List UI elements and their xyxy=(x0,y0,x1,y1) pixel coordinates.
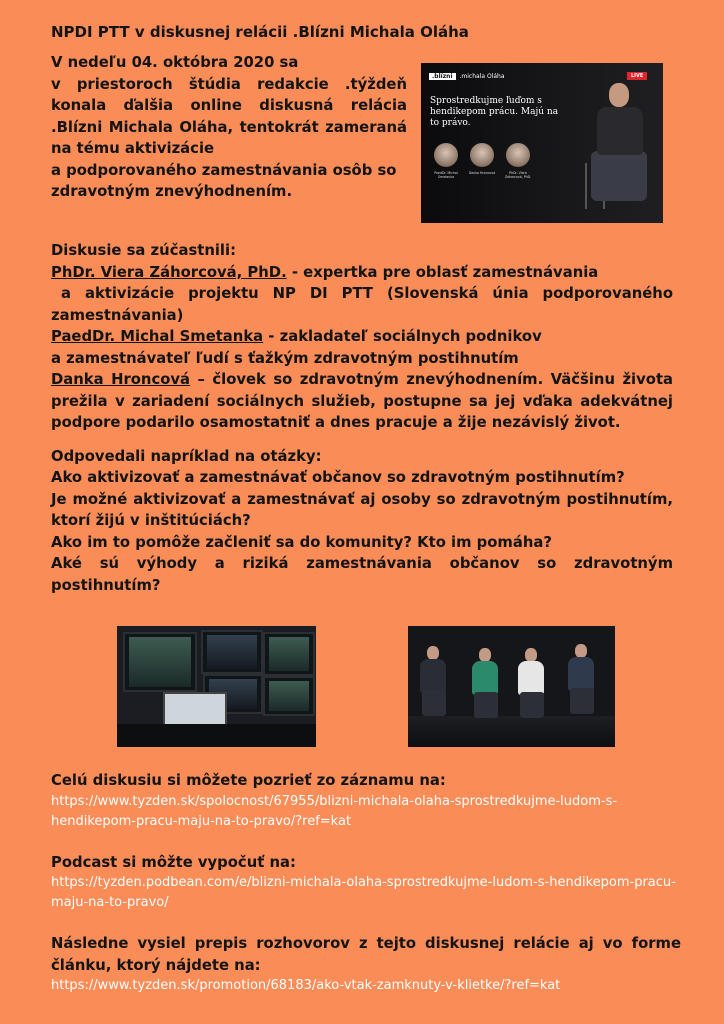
recording-label: Celú diskusiu si môžete pozrieť zo záznamu na: xyxy=(51,772,446,789)
video-headline: Sprostredkujme ľuďom s hendikepom prácu. Majú na to právo. xyxy=(430,96,559,128)
monitor-screen xyxy=(129,637,191,687)
intro-tail: a podporovaného zamestnávania osôb so zdravotným znevýhodnením. xyxy=(51,161,397,200)
studio-guests-photo xyxy=(408,626,615,747)
person-body xyxy=(472,661,498,695)
avatar xyxy=(470,143,494,167)
participants-heading: Diskusie sa zúčastnili: xyxy=(51,242,236,259)
person-body xyxy=(420,659,446,693)
person-legs xyxy=(422,690,446,716)
participant-item xyxy=(51,326,673,369)
studio-control-photo xyxy=(117,626,316,747)
person-head xyxy=(525,648,537,662)
person-legs xyxy=(474,692,498,718)
live-badge: LIVE xyxy=(627,72,647,80)
monitor xyxy=(263,632,315,676)
person-body xyxy=(518,661,544,695)
guest-figure xyxy=(518,648,548,718)
participant-role: – človek so zdravotným znevýhodnením. Väčšinu života prežila v zariadení sociálnych služieb, postupne sa jej vďaka adekvátnej podpore podarilo osamostatniť a dnes pracuje a žije nezávislý život. xyxy=(51,371,674,431)
guest-figure xyxy=(472,648,502,718)
podcast-link[interactable]: https://tyzden.podbean.com/e/blizni-michala-olaha-sprostredkujme-ludom-s-hendikepom-pracu-maju-na-to-pravo/ xyxy=(51,875,676,910)
monitor-screen xyxy=(269,681,309,711)
guest-avatar xyxy=(431,143,461,179)
person-head xyxy=(575,644,587,658)
question-item: Je možné aktivizovať a zamestnávať aj osoby so zdravotným postihnutím, ktorí žijú v inštitúciách? xyxy=(51,490,673,529)
monitor xyxy=(201,630,263,674)
questions-heading: Odpovedali napríklad na otázky: xyxy=(51,447,322,465)
guest-figure xyxy=(568,644,598,718)
guest-name: Danka Hroncová xyxy=(468,171,496,175)
participant-role: - expertka pre oblasť zamestnávania xyxy=(286,263,599,281)
guest-list xyxy=(431,143,551,193)
host-legs xyxy=(591,151,647,201)
brand-logo xyxy=(429,73,505,80)
person-legs xyxy=(570,688,594,714)
participant-role: - zakladateľ sociálnych podnikov xyxy=(263,328,542,345)
guest-name: PhDr. Viera Záhorcová, PhD. xyxy=(504,171,532,179)
guest-avatar xyxy=(467,143,497,175)
studio-floor xyxy=(408,716,615,747)
brand-name: .michala Oláha xyxy=(459,73,505,80)
participant-item xyxy=(51,369,673,434)
brand-tag: .blízni xyxy=(429,73,456,80)
monitor xyxy=(123,632,197,692)
podcast-label: Podcast si môžte vypočuť na: xyxy=(51,853,296,871)
questions-section xyxy=(51,446,673,597)
person-body xyxy=(568,657,594,691)
article-label: Následne vysiel prepis rozhovorov z tejto diskusnej relácie aj vo forme článku, ktorý nájdete na: xyxy=(51,935,681,974)
participant-name[interactable]: PhDr. Viera Záhorcová, PhD. xyxy=(51,263,287,281)
spacer xyxy=(51,913,681,933)
question-item: Aké sú výhody a riziká zamestnávania občanov so zdravotným postihnutím? xyxy=(51,555,673,594)
person-legs xyxy=(520,692,544,718)
desk xyxy=(117,724,316,747)
monitor-screen xyxy=(269,637,309,671)
question-item: Ako aktivizovať a zamestnávať občanov so zdravotným postihnutím? xyxy=(51,469,625,486)
video-thumbnail[interactable] xyxy=(421,63,663,223)
links-section xyxy=(51,770,681,996)
page-title: NPDI PTT v diskusnej relácii .Blízni Michala Oláha xyxy=(51,23,469,41)
participant-role-cont: a zamestnávateľ ľudí s ťažkým zdravotným postihnutím xyxy=(51,349,519,367)
participant-name[interactable]: PaedDr. Michal Smetanka xyxy=(51,328,264,345)
intro-date-line: V nedeľu 04. októbra 2020 sa xyxy=(51,54,299,71)
article-link[interactable]: https://www.tyzden.sk/promotion/68183/ako-vtak-zamknuty-v-klietke/?ref=kat xyxy=(51,978,561,993)
avatar xyxy=(434,143,458,167)
participant-role-cont: a aktivizácie projektu NP DI PTT (Slovenská únia podporovaného zamestnávania) xyxy=(51,285,673,324)
spacer xyxy=(51,832,681,852)
host-torso xyxy=(597,107,643,155)
host-figure xyxy=(591,75,651,215)
recording-link[interactable]: https://www.tyzden.sk/spolocnost/67955/blizni-michala-olaha-sprostredkujme-ludom-s-hendikepom-pracu-maju-na-to-pravo/?ref=kat xyxy=(51,793,618,829)
monitor xyxy=(263,676,315,716)
host-head xyxy=(609,83,629,107)
person-head xyxy=(479,648,491,662)
participant-name[interactable]: Danka Hroncová xyxy=(51,371,191,388)
guest-avatar xyxy=(503,143,533,179)
participant-item xyxy=(51,262,673,327)
guest-figure xyxy=(420,646,450,716)
question-item: Ako im to pomôže začleniť sa do komunity? Kto im pomáha? xyxy=(51,533,552,551)
participants-section xyxy=(51,240,673,434)
intro-body: v priestoroch štúdia redakcie .týždeň konala ďalšia online diskusná relácia .Blízni Michala Oláha, tentokrát zameraná na tému aktivizácie xyxy=(51,75,407,157)
monitor-screen xyxy=(207,635,257,669)
avatar xyxy=(506,143,530,167)
person-head xyxy=(427,646,439,660)
intro-paragraph xyxy=(51,52,407,203)
guest-name: PaedDr. Michal Smetanka xyxy=(434,171,458,179)
